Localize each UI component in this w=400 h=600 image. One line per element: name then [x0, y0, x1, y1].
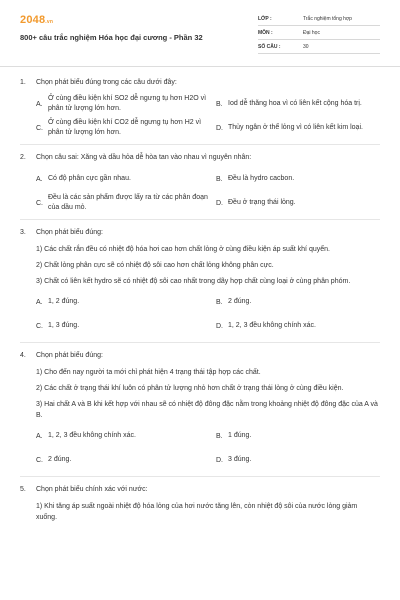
statement-3: 3) Chất có liên kết hydro sẽ có nhiệt độ sôi cao nhất trong dãy hợp chất cùng loại ở cùng phân phóm. [36, 278, 351, 285]
option-b[interactable]: B. 2 đúng. [216, 298, 252, 306]
site-logo[interactable]: 2048.vn [20, 14, 54, 26]
option-d[interactable]: D. 3 đúng. [216, 456, 252, 464]
option-d[interactable]: D. Thủy ngân ở thể lỏng vì có liên kết kim loại. [216, 124, 363, 132]
question-divider [20, 476, 380, 477]
question-5: 5. Chọn phát biểu chính xác với nước: 1) Khi tăng áp suất ngoài nhiệt độ hóa lỏng của hơi nước tăng lên, còn nhiệt độ sôi của nước lỏng giảm xuống. [20, 485, 380, 523]
option-a[interactable]: A. 1, 2, 3 đều không chính xác. [36, 432, 136, 440]
statement-2: 2) Các chất ở trạng thái khí luôn có phân tử lượng nhỏ hơn chất ở trạng thái lỏng ở cùng điều kiện. [36, 385, 344, 392]
statement-2: 2) Chất lỏng phân cực sẽ có nhiệt độ sôi cao hơn chất lỏng không phân cực. [36, 262, 274, 269]
meta-question-count: SỐ CÂU : 30 [258, 42, 380, 54]
question-3: 3. Chọn phát biểu đúng: 1) Các chất rắn đều có nhiệt độ hóa hơi cao hơn chất lỏng ở cùng điều kiện áp suất khí quyển. 2) Chất lỏng phân cực sẽ có nhiệt độ sôi cao hơn chất lỏng không phân cực. 3) Chất có liên kết hydro sẽ có nhiệt độ sôi cao nhất trong dãy hợp chất cùng loại ở cùng phân phóm. A. 1, 2 đúng. B. 2 đúng. C. 1, 3 đúng. D. 1, 2, 3 đều không chính xác. [20, 228, 380, 343]
question-divider [20, 144, 380, 145]
question-1: 1. Chọn phát biểu đúng trong các câu dưới đây: A. Ở cùng điều kiện khí SO2 dễ ngưng tụ hơn H2O vì phân tử lượng lớn hơn. B. Iod dễ thăng hoa vì có liên kết cộng hóa trị. C. Ở cùng điều kiện khí CO2 dễ ngưng tụ hơn H2 vì phân tử lượng lớn hơn. D. Thủy ngân ở thể lỏng vì có liên kết kim loại. [20, 78, 380, 145]
option-b[interactable]: B. Đều là hydro cacbon. [216, 175, 295, 183]
document-meta [258, 14, 380, 56]
statement-3: 3) Hai chất A và B khi kết hợp với nhau sẽ có nhiệt độ đông đặc nằm trong khoảng nhiệt độ đông đặc của A và B. [36, 401, 378, 419]
option-c[interactable]: C. Ở cùng điều kiện khí CO2 dễ ngưng tụ hơn H2 vì phân tử lượng lớn hơn. [36, 119, 202, 136]
statement-1: 1) Các chất rắn đều có nhiệt độ hóa hơi cao hơn chất lỏng ở cùng điều kiện áp suất khí quyển. [36, 246, 330, 253]
option-b[interactable]: B. Iod dễ thăng hoa vì có liên kết cộng hóa trị. [216, 100, 362, 108]
option-c[interactable]: C. Đều là các sản phẩm được lấy ra từ các phân đoạn của dầu mỏ. [36, 194, 208, 211]
question-list [20, 78, 380, 531]
option-b[interactable]: B. 1 đúng. [216, 432, 252, 440]
meta-subject: MÔN : Đại học [258, 28, 380, 40]
question-text: Chọn phát biểu đúng trong các câu dưới đây: [36, 79, 177, 86]
question-divider [20, 342, 380, 343]
question-4: 4. Chọn phát biểu đúng: 1) Cho đến nay người ta mới chỉ phát hiện 4 trạng thái tập hợp các chất. 2) Các chất ở trạng thái khí luôn có phân tử lượng nhỏ hơn chất ở trạng thái lỏng ở cùng điều kiện. 3) Hai chất A và B khi kết hợp với nhau sẽ có nhiệt độ đông đặc nằm trong khoảng nhiệt độ đông đặc của A và B. A. 1, 2, 3 đều không chính xác. B. 1 đúng. C. 2 đúng. D. 3 đúng. [20, 351, 380, 477]
question-divider [20, 219, 380, 220]
page-title: 800+ câu trắc nghiệm Hóa học đại cương - Phần 32 [20, 33, 203, 42]
question-text: Chọn phát biểu đúng: [36, 229, 103, 236]
option-a[interactable]: A. Có độ phân cực gần nhau. [36, 175, 131, 183]
question-text: Chọn phát biểu đúng: [36, 352, 103, 359]
question-2: 2. Chọn câu sai: Xăng và dầu hỏa dễ hòa tan vào nhau vì nguyên nhân: A. Có độ phân cực gần nhau. B. Đều là hydro cacbon. C. Đều là các sản phẩm được lấy ra từ các phân đoạn của dầu mỏ. D. Đều ở trạng thái lỏng. [20, 153, 380, 220]
meta-class: LỚP : Trắc nghiệm tổng hợp [258, 14, 380, 26]
option-d[interactable]: D. Đều ở trạng thái lỏng. [216, 199, 296, 207]
question-text: Chọn câu sai: Xăng và dầu hỏa dễ hòa tan vào nhau vì nguyên nhân: [36, 154, 252, 161]
option-d[interactable]: D. 1, 2, 3 đều không chính xác. [216, 322, 316, 330]
option-c[interactable]: C. 2 đúng. [36, 456, 72, 464]
option-c[interactable]: C. 1, 3 đúng. [36, 322, 80, 330]
question-text: Chọn phát biểu chính xác với nước: [36, 486, 148, 493]
option-a[interactable]: A. Ở cùng điều kiện khí SO2 dễ ngưng tụ hơn H2O vì phân tử lượng lớn hơn. [36, 95, 207, 112]
statement-1: 1) Cho đến nay người ta mới chỉ phát hiện 4 trạng thái tập hợp các chất. [36, 369, 261, 376]
option-a[interactable]: A. 1, 2 đúng. [36, 298, 80, 306]
header-divider [0, 66, 400, 67]
statement-1: 1) Khi tăng áp suất ngoài nhiệt độ hóa lỏng của hơi nước tăng lên, còn nhiệt độ sôi của nước lỏng giảm xuống. [36, 503, 358, 521]
document-header [20, 14, 380, 64]
